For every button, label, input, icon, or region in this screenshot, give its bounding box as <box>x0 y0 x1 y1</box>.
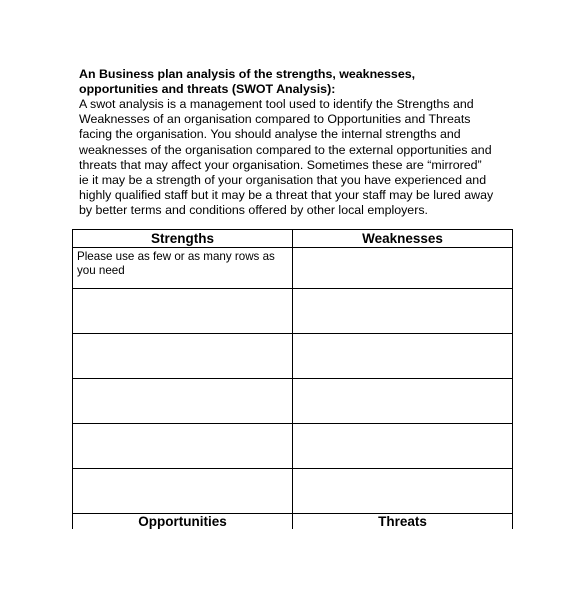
weaknesses-cell[interactable] <box>293 289 513 334</box>
strengths-cell[interactable] <box>73 334 293 379</box>
weaknesses-cell[interactable] <box>293 379 513 424</box>
table-lower-header-row <box>73 514 513 530</box>
threats-header: Threats <box>293 514 513 530</box>
weaknesses-cell[interactable] <box>293 424 513 469</box>
document-title: An Business plan analysis of the strengths, weaknesses, opportunities and threats (SWOT Analysis): <box>79 67 416 96</box>
table-row <box>73 379 513 424</box>
strengths-cell[interactable] <box>73 248 293 289</box>
table-instruction-note: Please use as few or as many rows as you need <box>77 250 275 277</box>
strengths-cell[interactable] <box>73 379 293 424</box>
strengths-cell[interactable] <box>73 424 293 469</box>
table-row <box>73 334 513 379</box>
strengths-header: Strengths <box>73 230 293 248</box>
weaknesses-cell[interactable] <box>293 248 513 289</box>
document-intro <box>79 67 519 219</box>
swot-table <box>72 229 513 529</box>
weaknesses-cell[interactable] <box>293 469 513 514</box>
document-body-text: A swot analysis is a management tool used to identify the Strengths and Weaknesses of an organisation compared to Opportunities and Threats facing the organisation. You should analyse the internal strengths and weaknesses of the organisation compared to the external opportunities and threats that may affect your organisation. Sometimes these are “mirrored” ie it may be a strength of your organisation that you have experienced and highly qualified staff but it may be a threat that your staff may be lured away by better terms and conditions offered by other local employers. <box>79 97 494 218</box>
strengths-cell[interactable] <box>73 289 293 334</box>
weaknesses-header: Weaknesses <box>293 230 513 248</box>
strengths-cell[interactable] <box>73 469 293 514</box>
table-row <box>73 469 513 514</box>
weaknesses-cell[interactable] <box>293 334 513 379</box>
opportunities-header: Opportunities <box>73 514 293 530</box>
table-row <box>73 424 513 469</box>
table-row <box>73 289 513 334</box>
table-row <box>73 248 513 289</box>
table-header-row <box>73 230 513 248</box>
